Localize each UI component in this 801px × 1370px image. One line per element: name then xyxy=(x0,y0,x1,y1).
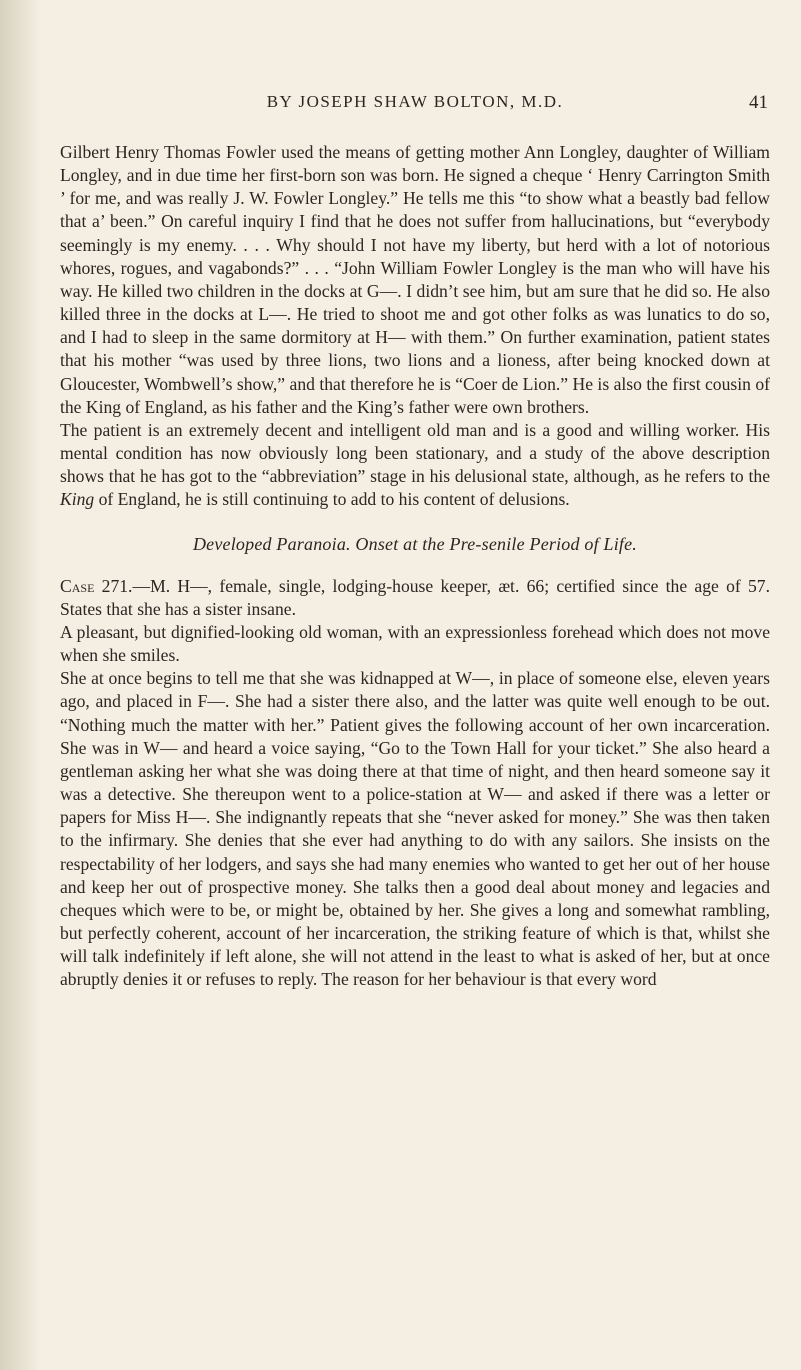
paragraph-king-after: of England, he is still continuing to add to his content of delusions. xyxy=(94,489,570,510)
page-number: 41 xyxy=(749,92,768,113)
paragraph-king-before: The patient is an extremely decent and intelligent old man and is a good and willing worker. His mental condition has now obviously long been stationary, and a study of the above description shows that he has got to the “abbreviation” stage in his delusional state, although, as he refers to the xyxy=(60,419,770,487)
paragraph-description: A pleasant, but dignified-looking old woman, with an expressionless forehead which does not move when she smiles. xyxy=(60,621,770,666)
paragraph-account: She at once begins to tell me that she was kidnapped at W—, in place of someone else, eleven years ago, and placed in F—. She had a sister there also, and the latter was quite well enough to be out. “Nothing much the matter with her.” Patient gives the following account of her own incarceration. She was in W— and heard a voice saying, “Go to the Town Hall for your ticket.” She also heard a gentleman asking her what she was doing there at that time of night, and then heard someone say it was a detective. She thereupon went to a police-station at W— and asked if there was a letter or papers for Miss H—. She indignantly repeats that she “never asked for money.” She was then taken to the infirmary. She denies that she ever had anything to do with any sailors. She insists on the respectability of her lodgers, and says she had many enemies who wanted to get her out of her house and keep her out of prospective money. She talks then a good deal about money and legacies and cheques which were to be, or might be, obtained by her. She gives a long and somewhat rambling, but perfectly coherent, account of her incarceration, the striking feature of which is that, whilst she will talk indefinitely if left alone, she will not attend in the least to what is asked of her, but at once abruptly denies it or refuses to reply. The reason for her behaviour is that every word xyxy=(60,668,770,990)
case-paragraph xyxy=(60,575,770,621)
running-head xyxy=(60,92,770,122)
section-heading: Developed Paranoia. Onset at the Pre-senile Period of Life. xyxy=(192,533,638,554)
paragraph-fowler: Gilbert Henry Thomas Fowler used the means of getting mother Ann Longley, daughter of William Longley, and in due time her first-born son was born. He signed a cheque ‘ Henry Carrington Smith ’ for me, and was really J. W. Fowler Longley.” He tells me this “to show what a beastly bad fellow that a’ been.” On careful inquiry I find that he does not suffer from hallucinations, but “everybody seemingly is my enemy. . . . Why should I not have my liberty, but herd with a lot of notorious whores, rogues, and vagabonds?” . . . “John William Fowler Longley is the man who will have his way. He killed two children in the docks at G—. I didn’t see him, but am sure that he did so. He also killed three in the docks at L—. He tried to shoot me and got other folks as was lunatics to do so, and I had to sleep in the same dormitory at H— with them.” On further examination, patient states that his mother “was used by three lions, two lions and a lioness, after being knocked down at Gloucester, Wombwell’s show,” and that therefore he is “Coer de Lion.” He is also the first cousin of the King of England, as his father and the King’s father were own brothers. xyxy=(60,142,770,417)
case-label: Case 271. xyxy=(60,575,133,596)
page-edge-shadow xyxy=(0,0,40,1370)
paragraph-patient-condition xyxy=(60,419,770,512)
running-head-author: BY JOSEPH SHAW BOLTON, M.D. xyxy=(266,92,564,111)
case-text: —M. H—, female, single, lodging-house keeper, æt. 66; certified since the age of 57. States that she has a sister insane. xyxy=(60,575,771,619)
book-page xyxy=(60,92,770,991)
paragraph-king-italic: King xyxy=(60,489,95,510)
body-text xyxy=(60,141,770,991)
